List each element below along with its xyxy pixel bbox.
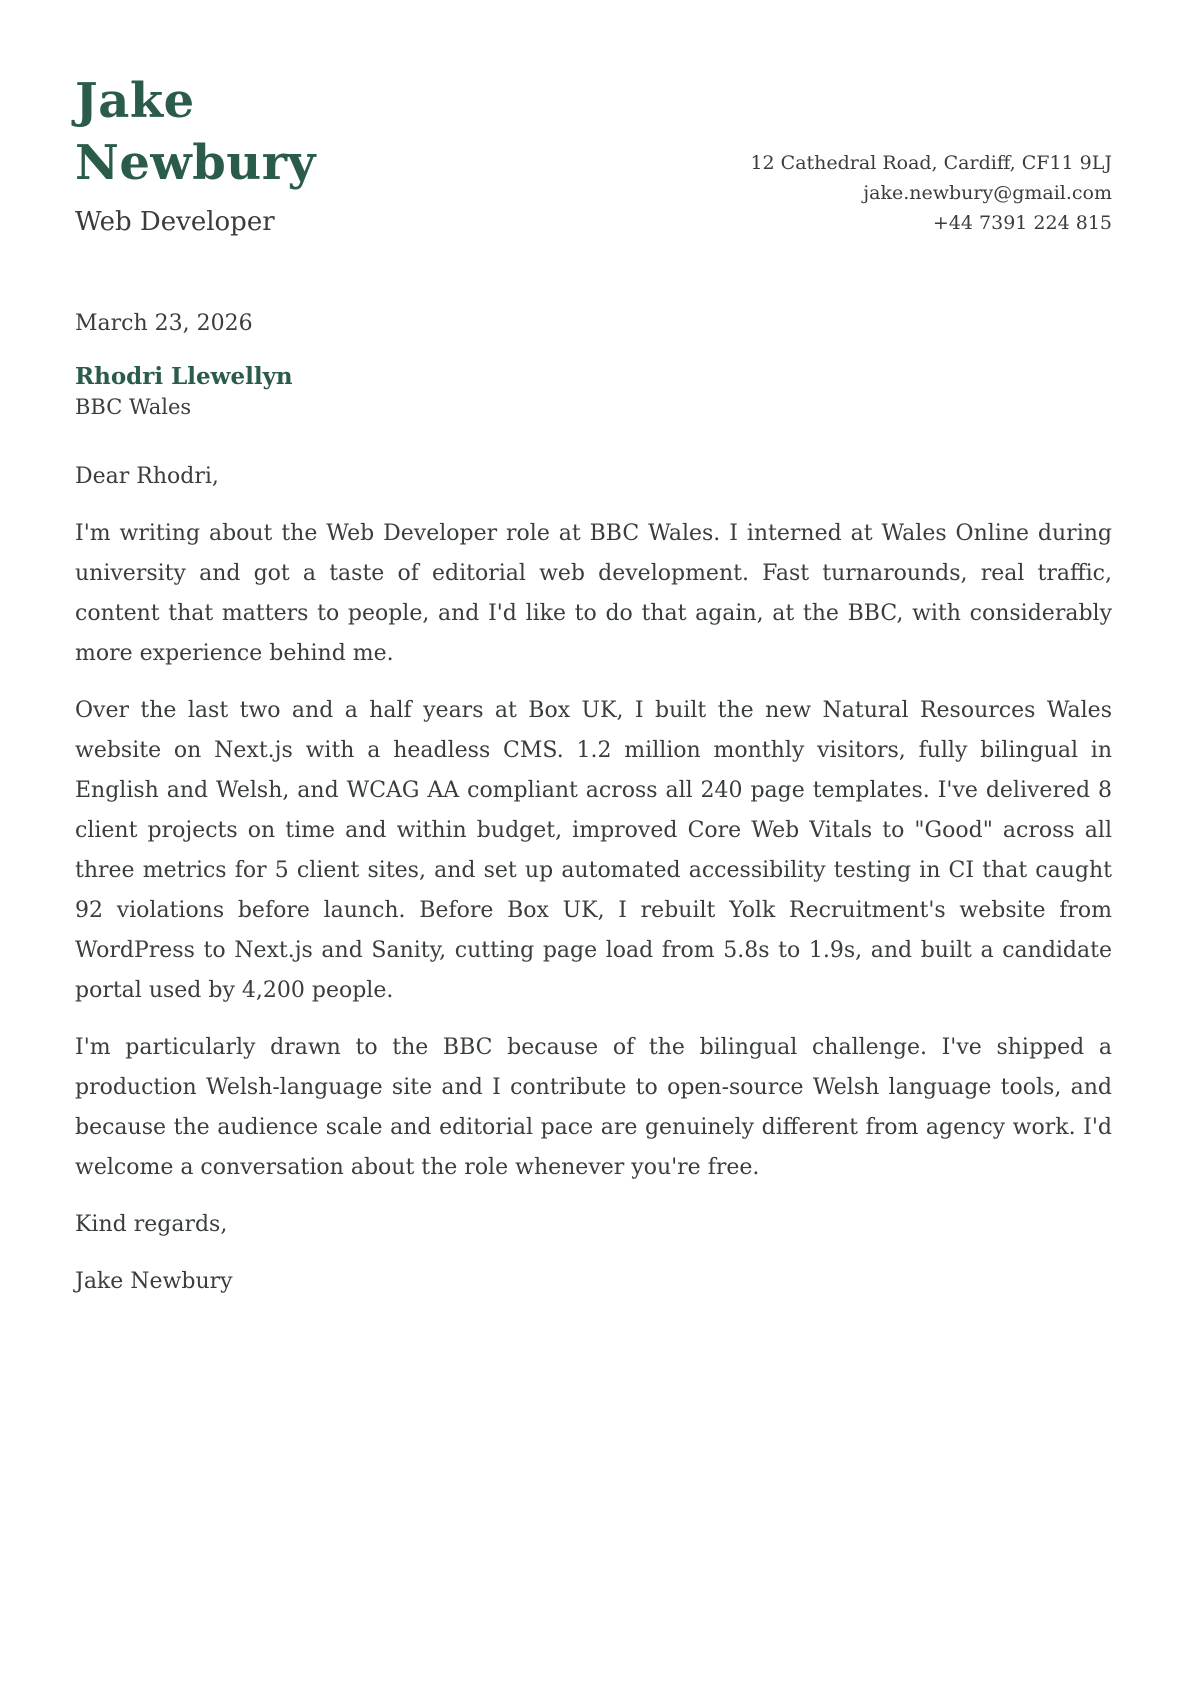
recipient-name: Rhodri Llewellyn (75, 363, 293, 390)
signature-name: Jake Newbury (75, 1269, 233, 1294)
author-last-name: Newbury (75, 135, 316, 191)
contact-phone: +44 7391 224 815 (932, 212, 1112, 234)
recipient-block (75, 362, 1112, 422)
contact-email: jake.newbury@gmail.com (863, 182, 1112, 204)
contact-address: 12 Cathedral Road, Cardiff, CF11 9LJ (750, 152, 1112, 174)
letter-date: March 23, 2026 (75, 311, 253, 336)
author-job-title: Web Developer (75, 207, 275, 237)
letter-header (75, 70, 1112, 238)
body-paragraph-2: Over the last two and a half years at Box UK, I built the new Natural Resources Wales website on Next.js with a headless CMS. 1.2 million monthly visitors, fully bilingual in English and Welsh, and WCAG AA compliant across all 240 page templates. I've delivered 8 client projects on time and within budget, improved Core Web Vitals to "Good" across all three metrics for 5 client sites, and set up automated accessibility testing in CI that caught 92 violations before launch. Before Box UK, I rebuilt Yolk Recruitment's website from WordPress to Next.js and Sanity, cutting page load from 5.8s to 1.9s, and built a candidate portal used by 4,200 people. (75, 698, 1112, 1003)
body-paragraph-3: I'm particularly drawn to the BBC because of the bilingual challenge. I've shipped a production Welsh-language site and I contribute to open-source Welsh language tools, and because the audience scale and editorial pace are genuinely different from agency work. I'd welcome a conversation about the role whenever you're free. (75, 1035, 1112, 1180)
author-name-block (75, 70, 316, 238)
salutation: Dear Rhodri, (75, 464, 219, 489)
letter-body (75, 457, 1112, 1302)
closing-phrase: Kind regards, (75, 1212, 228, 1237)
body-paragraph-1: I'm writing about the Web Developer role at BBC Wales. I interned at Wales Online during university and got a taste of editorial web development. Fast turnarounds, real traffic, content that matters to people, and I'd like to do that again, at the BBC, with considerably more experience behind me. (75, 521, 1112, 666)
recipient-organization: BBC Wales (75, 395, 192, 419)
contact-block (750, 148, 1112, 238)
author-first-name: Jake (75, 73, 195, 129)
